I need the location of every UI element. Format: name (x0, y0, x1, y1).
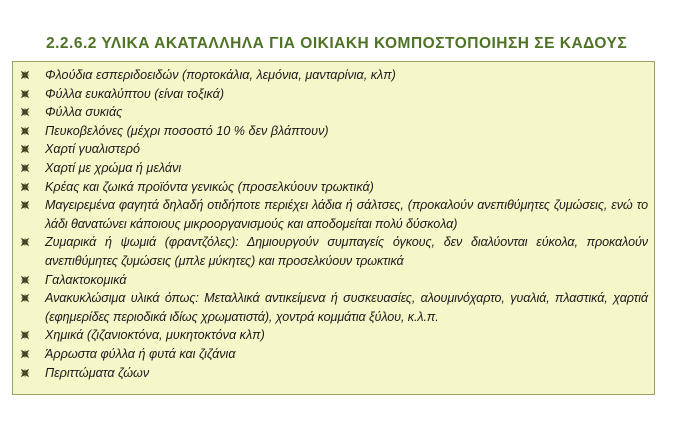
star-bullet-icon (19, 367, 31, 379)
list-item (13, 178, 654, 197)
star-bullet-icon (19, 162, 31, 174)
list-item (13, 233, 654, 270)
list-item (13, 85, 654, 104)
list-item-text: Χημικά (ζιζανιοκτόνα, μυκητοκτόνα κλπ) (45, 328, 265, 343)
list-item-text: Γαλακτοκομικά (45, 272, 127, 287)
star-bullet-icon (19, 348, 31, 360)
list-item (13, 122, 654, 141)
list-item-text: Περιττώματα ζώων (45, 365, 150, 380)
list-item-text: Άρρωστα φύλλα ή φυτά και ζιζάνια (45, 346, 236, 361)
star-bullet-icon (19, 274, 31, 286)
list-item-text: Φλούδια εσπεριδοειδών (πορτοκάλια, λεμόνια, μανταρίνια, κλπ) (45, 68, 396, 82)
star-bullet-icon (19, 106, 31, 118)
list-item (13, 271, 654, 290)
list-item-text: Ζυμαρικά ή ψωμιά (φραντζόλες): Δημιουργούν συμπαγείς όγκους, δεν διαλύονται εύκολα, προκαλούν ανεπιθύμητες ζυμώσεις (μπλε μύκητες) και προσελκύουν τρωκτικά (45, 235, 648, 268)
list-item (13, 326, 654, 345)
list-item-text: Κρέας και ζωικά προϊόντα γενικώς (προσελκύουν τρωκτικά) (45, 179, 374, 194)
section-heading: 2.2.6.2 ΥΛΙΚΑ ΑΚΑΤΑΛΛΗΛΑ ΓΙΑ ΟΙΚΙΑΚΗ ΚΟΜΠΟΣΤΟΠΟΙΗΣΗ ΣΕ ΚΑΔΟΥΣ (46, 35, 628, 52)
star-bullet-icon (19, 125, 31, 137)
list-item-text: Ανακυκλώσιμα υλικά όπως: Μεταλλικά αντικείμενα ή συσκευασίες, αλουμινόχαρτο, γυαλιά, πλαστικά, χαρτιά (εφημερίδες περιοδικά ιδίως χρωματιστά), χοντρά κομμάτια ξύλου, κ.λ.π. (45, 291, 648, 324)
list-item-text: Φύλλα ευκαλύπτου (είναι τοξικά) (45, 86, 225, 101)
list-item-text: Χαρτί με χρώμα ή μελάνι (45, 160, 182, 175)
list-item-text: Φύλλα συκιάς (45, 105, 123, 120)
list-item-text: Χαρτί γυαλιστερό (45, 142, 140, 157)
list-item (13, 159, 654, 178)
star-bullet-icon (19, 88, 31, 100)
star-bullet-icon (19, 292, 31, 304)
star-bullet-icon (19, 143, 31, 155)
list-item (13, 364, 654, 383)
list-item-text: Μαγειρεμένα φαγητά δηλαδή οτιδήποτε περιέχει λάδια ή σάλτσες, (προκαλούν ανεπιθύμητες ζυμώσεις, ενώ το λάδι θανατώνει κάποιους μικροοργανισμούς και αποδομείται πολύ δύσκολα) (45, 198, 648, 231)
star-bullet-icon (19, 329, 31, 341)
star-bullet-icon (19, 69, 31, 81)
star-bullet-icon (19, 199, 31, 211)
star-bullet-icon (19, 236, 31, 248)
list-item (13, 103, 654, 122)
list-item-text: Πευκοβελόνες (μέχρι ποσοστό 10 % δεν βλάπτουν) (45, 123, 329, 138)
list-item (13, 140, 654, 159)
star-bullet-icon (19, 181, 31, 193)
list-item (13, 196, 654, 233)
unsuitable-materials-box (12, 61, 655, 395)
list-item (13, 289, 654, 326)
unsuitable-materials-list (13, 66, 654, 382)
list-item (13, 345, 654, 364)
list-item (13, 66, 654, 85)
